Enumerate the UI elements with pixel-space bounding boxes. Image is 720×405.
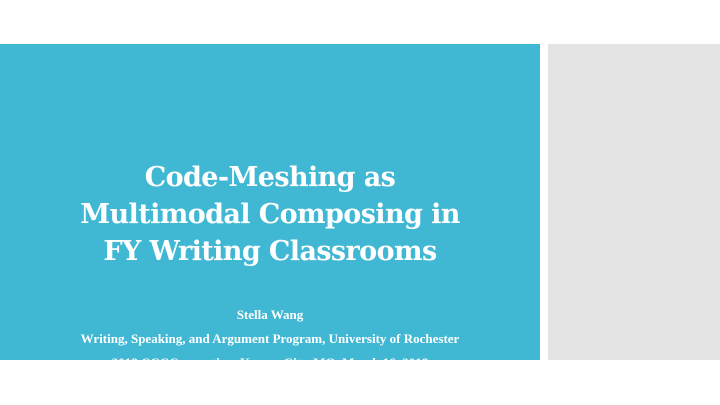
event-info: 2018 CCCConvention, Kansas City, MO, March 16. 2018 — [111, 355, 429, 370]
slide-title — [0, 159, 540, 270]
author-name: Stella Wang — [236, 307, 304, 322]
title-panel — [0, 44, 540, 370]
affiliation: Writing, Speaking, and Argument Program, University of Rochester — [80, 331, 460, 346]
title-line-3: FY Writing Classrooms — [103, 236, 437, 267]
title-line-1: Code-Meshing as — [144, 162, 396, 193]
side-panel — [548, 44, 720, 360]
slide-subtitle — [0, 303, 540, 375]
title-line-2: Multimodal Composing in — [80, 199, 460, 230]
